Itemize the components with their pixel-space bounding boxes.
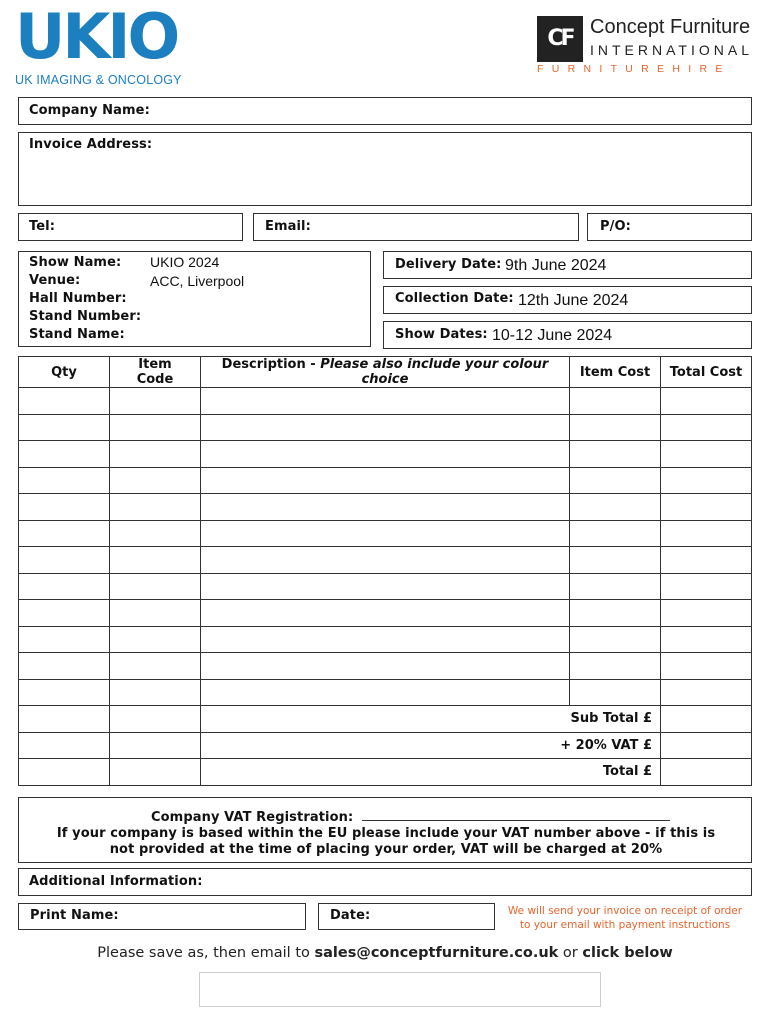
description-cell[interactable] [201, 388, 570, 415]
submit-button[interactable] [199, 972, 601, 1007]
subtotal-code-cell[interactable] [110, 706, 201, 733]
footer-middle: or [558, 945, 583, 961]
qty-cell[interactable] [19, 573, 110, 600]
qty-cell[interactable] [19, 414, 110, 441]
description-header-italic: Please also include your colour choice [320, 357, 549, 387]
description-cell[interactable] [201, 679, 570, 706]
item-row [19, 573, 752, 600]
stand-number-label: Stand Number: [29, 309, 142, 324]
item-row [19, 679, 752, 706]
additional-info-field[interactable] [18, 868, 752, 896]
show-info-box [18, 251, 371, 347]
item-code-cell[interactable] [110, 679, 201, 706]
item-code-cell[interactable] [110, 600, 201, 627]
qty-cell[interactable] [19, 467, 110, 494]
description-cell[interactable] [201, 520, 570, 547]
subtotal-row [19, 706, 752, 733]
description-header [201, 357, 570, 388]
vat-code-cell[interactable] [110, 732, 201, 759]
item-code-cell[interactable] [110, 547, 201, 574]
item-code-cell[interactable] [110, 653, 201, 680]
item-row [19, 600, 752, 627]
vat-registration-input[interactable] [362, 810, 670, 821]
footer-click-link[interactable]: click below [582, 945, 673, 961]
qty-cell[interactable] [19, 626, 110, 653]
item-code-cell[interactable] [110, 414, 201, 441]
total-cost-cell[interactable] [661, 600, 752, 627]
item-cost-cell[interactable] [570, 573, 661, 600]
total-cost-cell[interactable] [661, 573, 752, 600]
item-row [19, 494, 752, 521]
invoice-note-line2: to your email with payment instructions [519, 919, 731, 931]
email-field[interactable] [253, 213, 579, 241]
additional-info-label: Additional Information: [29, 874, 203, 889]
description-cell[interactable] [201, 573, 570, 600]
description-cell[interactable] [201, 626, 570, 653]
item-row [19, 467, 752, 494]
show-dates-field[interactable] [383, 321, 752, 349]
item-cost-cell[interactable] [570, 467, 661, 494]
item-code-cell[interactable] [110, 520, 201, 547]
total-cost-cell[interactable] [661, 494, 752, 521]
item-row [19, 441, 752, 468]
show-name-label: Show Name: [29, 255, 122, 270]
total-cost-cell[interactable] [661, 547, 752, 574]
footer-text [0, 945, 770, 961]
qty-cell[interactable] [19, 653, 110, 680]
footer-prefix: Please save as, then email to [97, 945, 315, 961]
item-code-cell[interactable] [110, 388, 201, 415]
total-cost-cell[interactable] [661, 679, 752, 706]
description-cell[interactable] [201, 494, 570, 521]
qty-cell[interactable] [19, 600, 110, 627]
ukio-logo-text: UKIO [15, 0, 178, 73]
total-cost-header: Total Cost [661, 357, 752, 388]
qty-cell[interactable] [19, 494, 110, 521]
item-cost-header: Item Cost [570, 357, 661, 388]
venue-label: Venue: [29, 273, 81, 288]
stand-name-label: Stand Name: [29, 327, 125, 342]
concept-line2: INTERNATIONAL [590, 42, 753, 58]
collection-date-label: Collection Date: [395, 291, 514, 306]
item-cost-cell[interactable] [570, 547, 661, 574]
item-code-cell[interactable] [110, 441, 201, 468]
item-cost-cell[interactable] [570, 388, 661, 415]
total-cost-cell[interactable] [661, 467, 752, 494]
total-cost-cell[interactable] [661, 414, 752, 441]
qty-cell[interactable] [19, 547, 110, 574]
vat-label: + 20% VAT £ [201, 732, 661, 759]
collection-date-field[interactable] [383, 286, 752, 314]
po-label: P/O: [600, 219, 631, 234]
vat-note-line2: not provided at the time of placing your order, VAT will be charged at 20% [109, 842, 663, 857]
footer-email-link[interactable]: sales@conceptfurniture.co.uk [314, 945, 559, 961]
subtotal-label: Sub Total £ [201, 706, 661, 733]
concept-line1: Concept Furniture [590, 16, 751, 38]
item-row [19, 653, 752, 680]
qty-cell[interactable] [19, 679, 110, 706]
item-cost-cell[interactable] [570, 520, 661, 547]
total-cost-cell[interactable] [661, 520, 752, 547]
description-cell[interactable] [201, 547, 570, 574]
item-code-header: Item Code [110, 357, 201, 388]
tel-label: Tel: [29, 219, 56, 234]
show-dates-label: Show Dates: [395, 327, 488, 342]
collection-date-value[interactable]: 12th June 2024 [518, 292, 629, 309]
qty-header: Qty [19, 357, 110, 388]
item-code-cell[interactable] [110, 494, 201, 521]
total-cost-cell[interactable] [661, 653, 752, 680]
invoice-note-line1: We will send your invoice on receipt of order [507, 905, 743, 917]
item-code-cell[interactable] [110, 573, 201, 600]
description-cell[interactable] [201, 414, 570, 441]
show-dates-value[interactable]: 10-12 June 2024 [492, 327, 613, 344]
total-cost-cell[interactable] [661, 441, 752, 468]
date-field[interactable] [318, 903, 495, 930]
item-cost-cell[interactable] [570, 494, 661, 521]
po-field[interactable] [587, 213, 752, 241]
item-row [19, 388, 752, 415]
vat-registration-box [18, 797, 752, 863]
hall-number-label: Hall Number: [29, 291, 127, 306]
items-header-row [19, 357, 752, 388]
vat-row [19, 732, 752, 759]
item-row [19, 626, 752, 653]
item-row [19, 547, 752, 574]
print-name-label: Print Name: [30, 908, 119, 923]
description-cell[interactable] [201, 467, 570, 494]
vat-registration-line [151, 806, 670, 825]
item-code-cell[interactable] [110, 467, 201, 494]
vat-value-cell[interactable] [661, 732, 752, 759]
vat-qty-cell[interactable] [19, 732, 110, 759]
company-name-label: Company Name: [29, 103, 150, 118]
invoice-note [498, 904, 752, 932]
item-cost-cell[interactable] [570, 679, 661, 706]
concept-furniture-logo [537, 16, 757, 78]
total-cost-cell[interactable] [661, 388, 752, 415]
subtotal-qty-cell[interactable] [19, 706, 110, 733]
vat-registration-label: Company VAT Registration: [151, 810, 354, 825]
subtotal-value-cell[interactable] [661, 706, 752, 733]
items-table [18, 356, 752, 786]
item-code-cell[interactable] [110, 626, 201, 653]
delivery-date-field[interactable] [383, 251, 752, 279]
invoice-address-label: Invoice Address: [29, 137, 153, 152]
cf-mark-text: CF [547, 26, 573, 51]
qty-cell[interactable] [19, 441, 110, 468]
tel-field[interactable] [18, 213, 243, 241]
total-cost-cell[interactable] [661, 626, 752, 653]
item-cost-cell[interactable] [570, 626, 661, 653]
description-cell[interactable] [201, 600, 570, 627]
company-name-field[interactable] [18, 97, 752, 125]
item-row [19, 414, 752, 441]
qty-cell[interactable] [19, 520, 110, 547]
vat-note-line1: If your company is based within the EU please include your VAT number above - if this is [56, 826, 716, 841]
total-value-cell[interactable] [661, 759, 752, 786]
description-header-main: Description - [221, 357, 321, 372]
item-cost-cell[interactable] [570, 441, 661, 468]
venue-value[interactable]: ACC, Liverpool [150, 273, 245, 289]
ukio-logo [15, 0, 215, 88]
email-label: Email: [265, 219, 311, 234]
total-qty-cell[interactable] [19, 759, 110, 786]
total-code-cell[interactable] [110, 759, 201, 786]
qty-cell[interactable] [19, 388, 110, 415]
total-row [19, 759, 752, 786]
item-cost-cell[interactable] [570, 414, 661, 441]
date-label: Date: [330, 908, 371, 923]
item-row [19, 520, 752, 547]
invoice-address-field[interactable] [18, 132, 752, 206]
item-cost-cell[interactable] [570, 600, 661, 627]
delivery-date-label: Delivery Date: [395, 257, 502, 272]
ukio-subtitle: UK IMAGING & ONCOLOGY [15, 73, 182, 87]
description-cell[interactable] [201, 653, 570, 680]
description-cell[interactable] [201, 441, 570, 468]
concept-line3: FURNITUREHIRE [537, 63, 731, 75]
item-cost-cell[interactable] [570, 653, 661, 680]
total-label: Total £ [201, 759, 661, 786]
delivery-date-value[interactable]: 9th June 2024 [505, 257, 607, 274]
show-name-value[interactable]: UKIO 2024 [150, 254, 220, 270]
print-name-field[interactable] [18, 903, 306, 930]
cf-mark-icon [537, 16, 583, 62]
